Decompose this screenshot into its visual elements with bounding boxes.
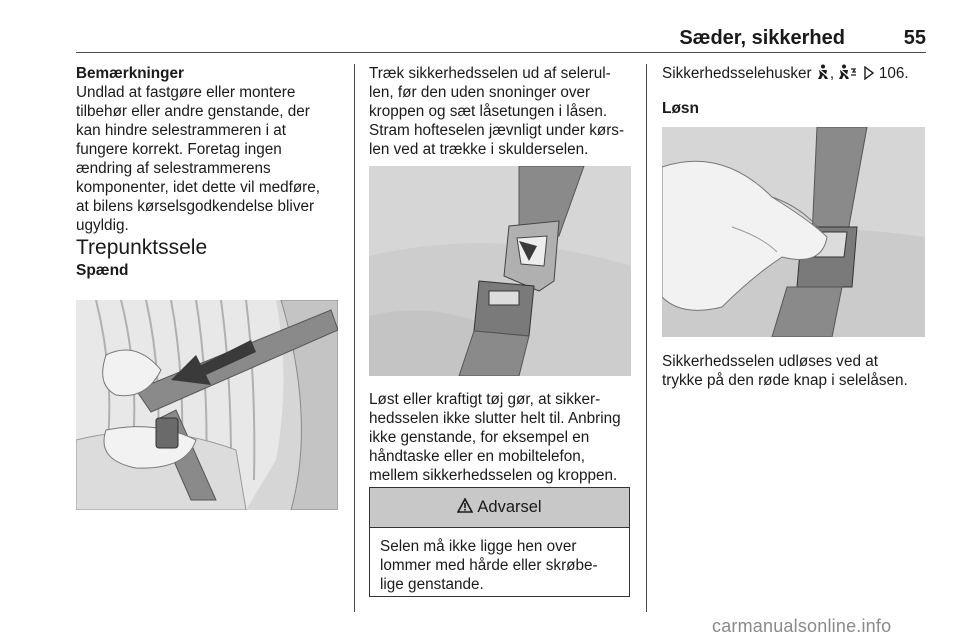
release-illustration-svg: [662, 127, 925, 337]
advice-line: Løst eller kraftigt tøj gør, at sikker-: [369, 391, 601, 408]
advice-line: håndtaske eller en mobiltelefon,: [369, 448, 585, 465]
reminder-page-ref[interactable]: 106.: [878, 65, 909, 82]
seat-belt-reminder-icon: [816, 64, 830, 85]
reference-arrow-icon[interactable]: [863, 66, 875, 85]
notes-line: ugyldig.: [76, 217, 129, 234]
instruction-line: Træk sikkerhedsselen ud af selerul-: [369, 65, 611, 82]
column-3: [662, 64, 927, 118]
advice-line: hedsselen ikke slutter helt til. Anbring: [369, 410, 621, 427]
releasing-buckle-illustration: [662, 127, 925, 337]
watermark: carmanualsonline.info: [712, 616, 892, 636]
passenger-seat-belt-reminder-icon: [838, 64, 858, 85]
column-divider-1: [354, 64, 355, 612]
advice-line: mellem sikkerhedsselen og kroppen.: [369, 467, 618, 484]
warning-header: [370, 488, 629, 528]
column-1: [76, 64, 346, 280]
notes-heading: Bemærkninger: [76, 65, 184, 82]
warning-line: Selen må ikke ligge hen over: [380, 538, 577, 555]
instruction-line: len, før den uden snoninger over: [369, 84, 591, 101]
column-2: [369, 64, 631, 159]
running-header-title: Sæder, sikkerhed: [679, 27, 845, 49]
notes-line: ændring af selestrammerens: [76, 160, 271, 177]
caption-line: trykke på den røde knap i selelåsen.: [662, 372, 908, 389]
instruction-line: len ved at trække i skulderselen.: [369, 141, 589, 158]
instruction-line: Stram hofteselen jævnligt under kørs-: [369, 122, 625, 139]
column-2-lower: [369, 390, 631, 485]
warning-line: lige genstande.: [380, 576, 484, 593]
caption-line: Sikkerhedsselen udløses ved at: [662, 353, 878, 370]
warning-triangle-icon: [457, 498, 473, 518]
section-heading: Trepunktssele: [76, 236, 208, 259]
warning-label: Advarsel: [477, 498, 542, 516]
buckle-illustration-svg: [369, 166, 631, 376]
warning-line: lommer med hårde eller skrøbe-: [380, 557, 598, 574]
page-number: 55: [903, 27, 926, 49]
instruction-line: kroppen og sæt låsetungen i låsen.: [369, 103, 608, 120]
column-3-lower: [662, 352, 927, 390]
reminder-text: Sikkerhedsselehusker: [662, 65, 812, 82]
fastening-seat-belt-illustration: [76, 300, 338, 510]
sub-heading-release: Løsn: [662, 100, 700, 117]
sub-heading-fasten: Spænd: [76, 262, 129, 279]
notes-line: at bilens kørselsgodkendelse bliver: [76, 198, 315, 215]
notes-line: Undlad at fastgøre eller montere: [76, 84, 296, 101]
notes-line: fungere korrekt. Foretag ingen: [76, 141, 282, 158]
notes-line: tilbehør eller andre genstande, der: [76, 103, 310, 120]
fastening-illustration-svg: [76, 300, 338, 510]
notes-line: komponenter, idet dette vil medføre,: [76, 179, 321, 196]
reminder-line: [662, 64, 927, 85]
reminder-separator: ,: [829, 65, 835, 82]
buckle-tongue-illustration: [369, 166, 631, 376]
warning-body: [370, 528, 629, 594]
advice-line: ikke genstande, for eksempel en: [369, 429, 590, 446]
column-divider-2: [646, 64, 647, 612]
header-rule: [76, 52, 926, 53]
warning-box: [369, 487, 630, 597]
notes-line: kan hindre selestrammeren i at: [76, 122, 287, 139]
